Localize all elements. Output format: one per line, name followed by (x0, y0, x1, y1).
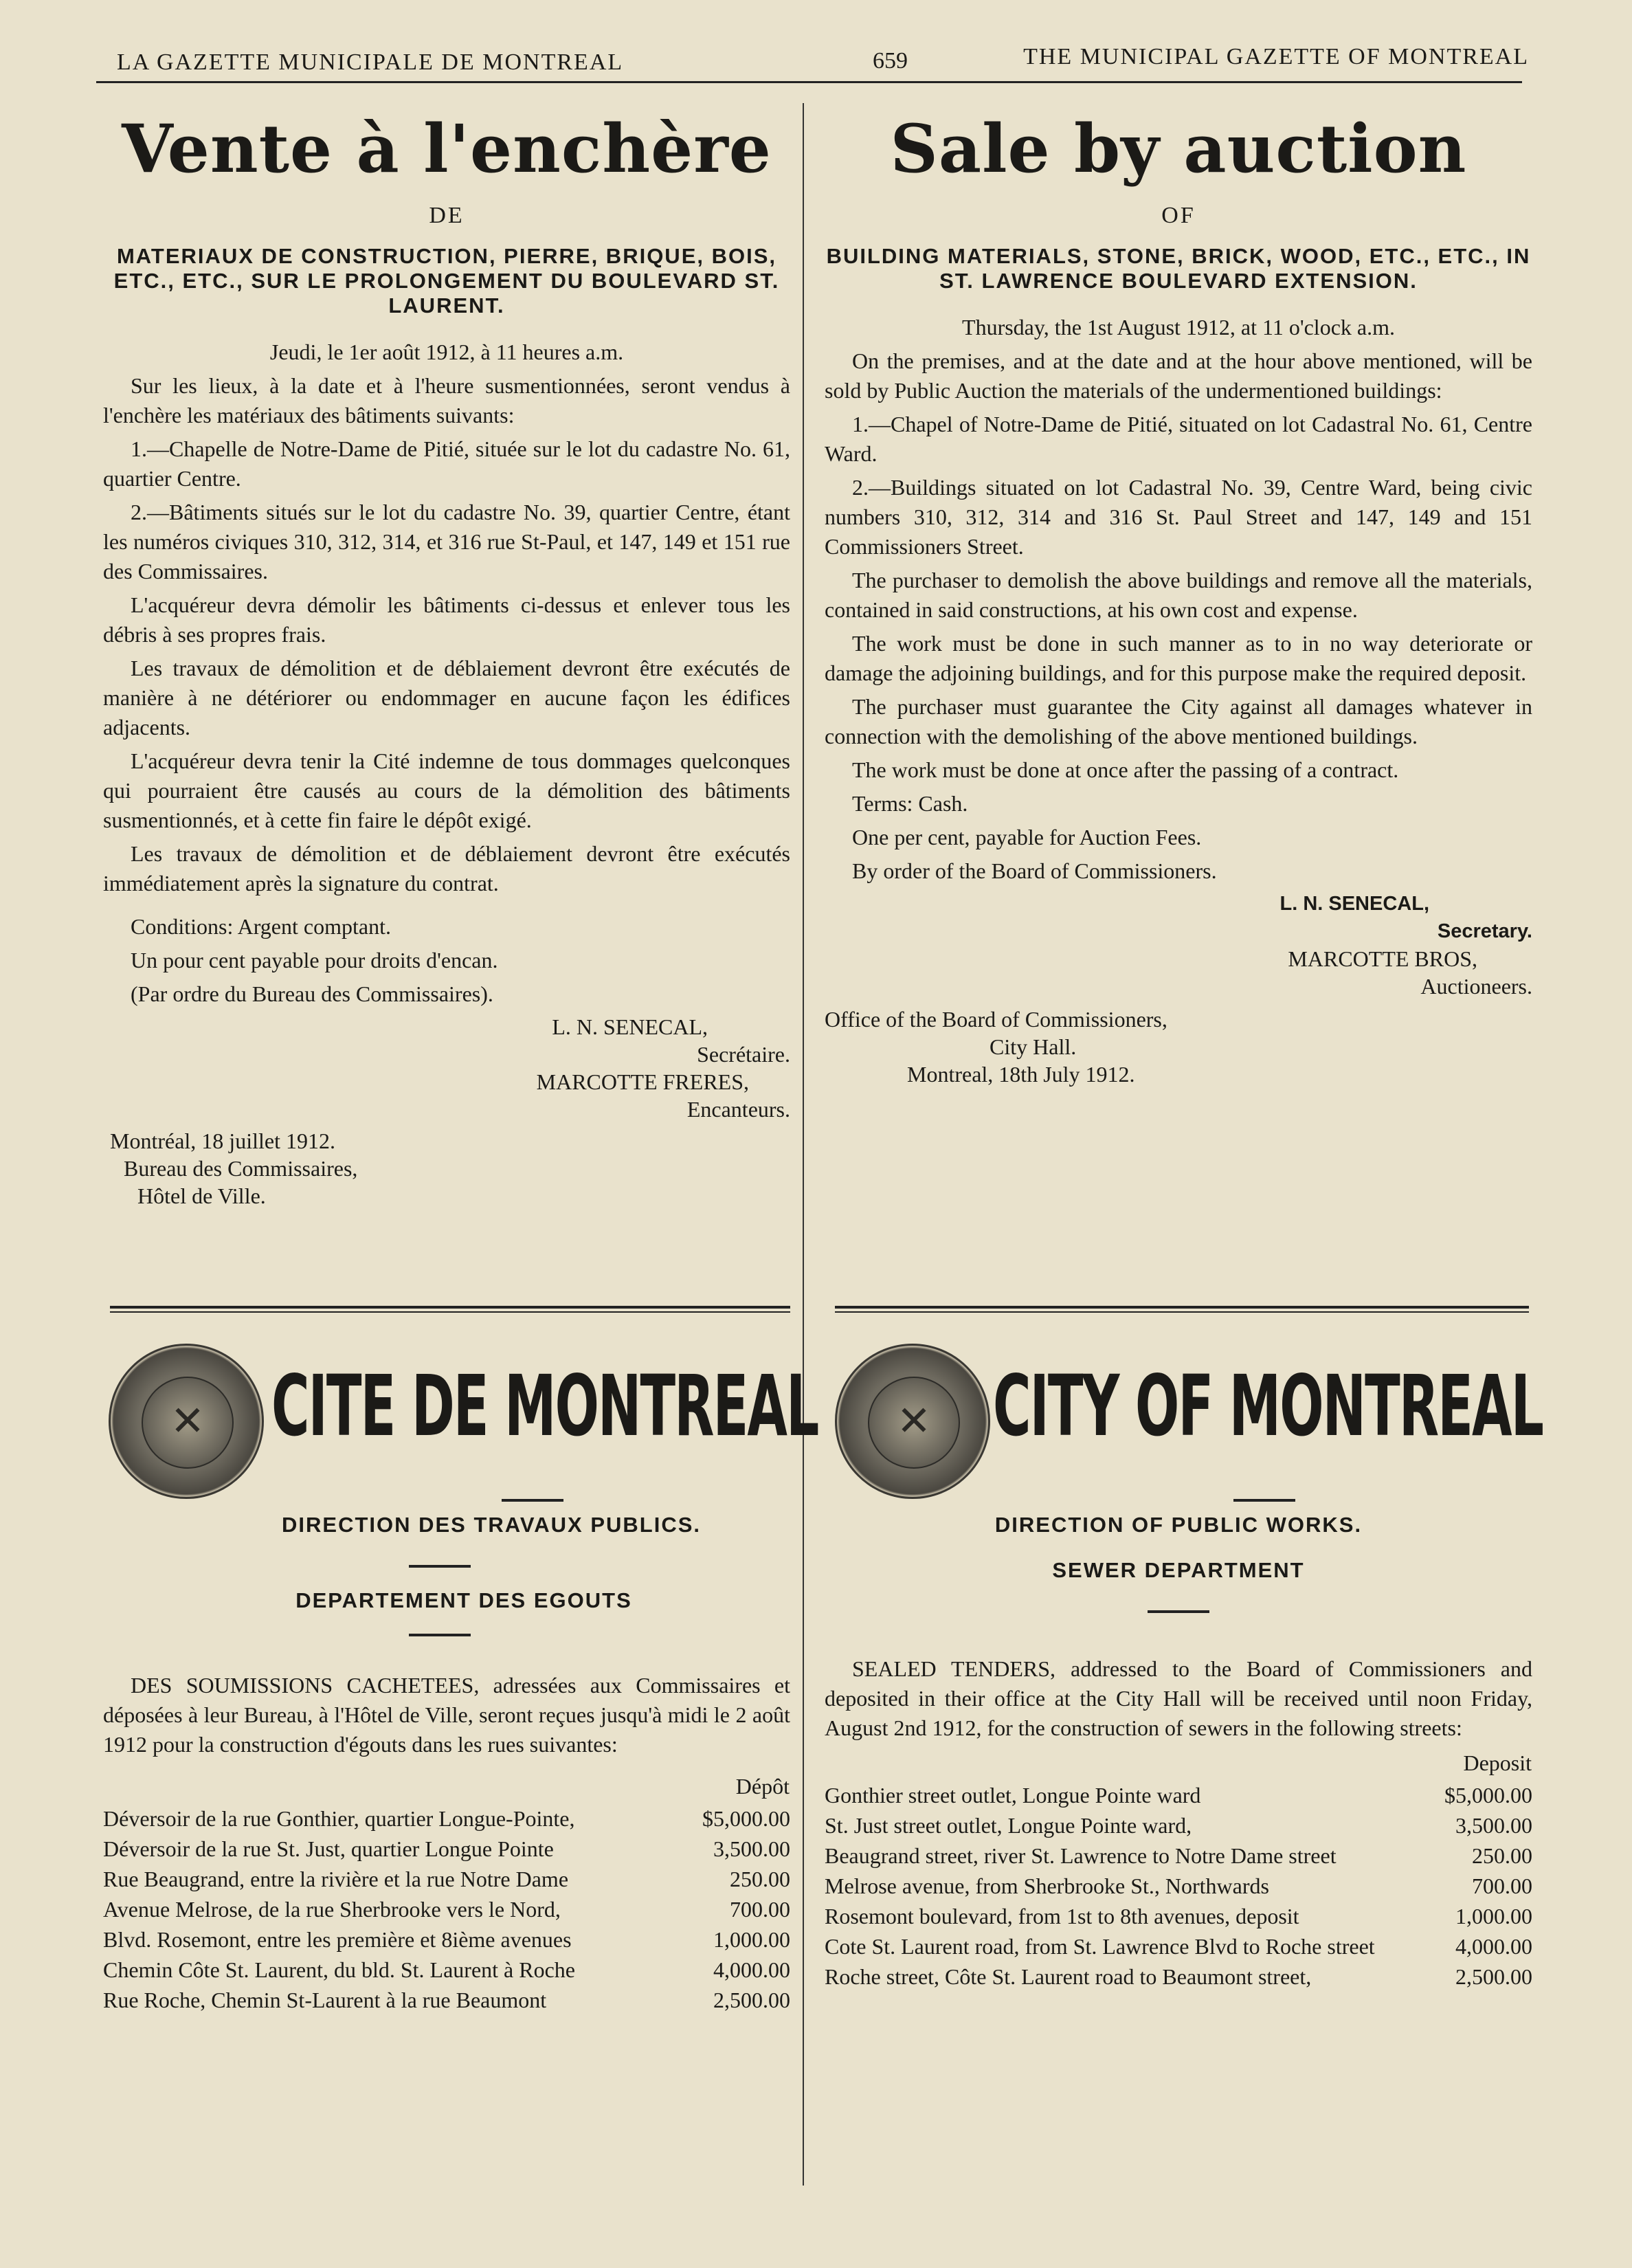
fr-auction-fee: Un pour cent payable pour droits d'encan. (131, 948, 498, 972)
fr-row-desc: Déversoir de la rue St. Just, quartier Longue Pointe (103, 1836, 554, 1861)
fr-row-amount: 2,500.00 (713, 1988, 790, 2012)
en-row-desc: Cote St. Laurent road, from St. Lawrence Blvd to Roche street (825, 1934, 1375, 1959)
fr-city-title: CITE DE MONTREAL (271, 1357, 818, 1455)
en-auction-dateline (825, 1005, 1532, 1088)
en-tender-intro: SEALED TENDERS, addressed to the Board of Commissioners and deposited in their office at the City Hall will be received until noon Friday, August 2nd 1912, for the construction of sewers in the following streets: (825, 1656, 1532, 1740)
en-auction-notice (825, 110, 1532, 1088)
en-section-rule (835, 1306, 1529, 1313)
en-auction-para-3: The purchaser must guarantee the City against all damages whatever in connection with the demolishing of the above mentioned buildings. (825, 694, 1532, 748)
en-auction-item-1: 1.—Chapel of Notre-Dame de Pitié, situated on lot Cadastral No. 61, Centre Ward. (825, 412, 1532, 466)
table-row (825, 1810, 1532, 1841)
fr-auction-para-2: Les travaux de démolition et de déblaiement devront être exécutés de manière à ne détériorer ou endommager en aucune façon les édifices adjacents. (103, 656, 790, 740)
fr-tender-subdept: DEPARTEMENT DES EGOUTS (295, 1588, 632, 1612)
fr-tender-intro: DES SOUMISSIONS CACHETEES, adressées aux Commissaires et déposées à leur Bureau, à l'Hôtel de Ville, seront reçues jusqu'à midi le 2 août 1912 pour la construction d'égouts dans les rues suivantes: (103, 1673, 790, 1757)
fr-auction-de: DE (429, 203, 465, 228)
fr-tender-dept: DIRECTION DES TRAVAUX PUBLICS. (282, 1513, 701, 1537)
fr-auction-auctioneer-title: Encanteurs. (686, 1097, 790, 1122)
fr-auction-place-date: Montréal, 18 juillet 1912. (110, 1129, 335, 1153)
en-auction-para-2: The work must be done in such manner as to in no way deteriorate or damage the adjoining buildings, and for this purpose make the required deposit. (825, 631, 1532, 685)
fr-auction-dateline (110, 1127, 790, 1210)
fr-row-desc: Avenue Melrose, de la rue Sherbrooke vers le Nord, (103, 1897, 561, 1922)
fr-auction-para-3: L'acquéreur devra tenir la Cité indemne de tous dommages quelconques qui pourraient être causés au cours de la démolition des bâtiments susmentionnés, et à cette fin faire le dépôt exigé. (103, 748, 790, 832)
en-auction-title: Sale by auction (890, 110, 1467, 188)
en-auction-order: By order of the Board of Commissioners. (852, 858, 1217, 883)
en-auction-of: OF (1161, 203, 1196, 228)
fr-sewer-table (103, 1773, 790, 2015)
table-row (103, 1894, 790, 1924)
en-auction-subtitle: BUILDING MATERIALS, STONE, BRICK, WOOD, ETC., ETC., IN ST. LAWRENCE BOULEVARD EXTENSION. (826, 244, 1531, 293)
fr-auction-auctioneer: MARCOTTE FRERES, (536, 1069, 749, 1094)
fr-auction-intro: Sur les lieux, à la date et à l'heure susmentionnées, seront vendus à l'enchère les matériaux des bâtiments suivants: (103, 373, 790, 427)
fr-auction-signer: L. N. SENECAL, (552, 1014, 708, 1039)
fr-row-amount: 250.00 (730, 1867, 790, 1891)
en-row-desc: Gonthier street outlet, Longue Pointe ward (825, 1783, 1201, 1808)
header-left-title: LA GAZETTE MUNICIPALE DE MONTREAL (117, 49, 624, 75)
fr-auction-item-1: 1.—Chapelle de Notre-Dame de Pitié, située sur le lot du cadastre No. 61, quartier Centre. (103, 436, 790, 491)
fr-deposit-header: Dépôt (735, 1774, 790, 1799)
table-row (825, 1871, 1532, 1901)
en-auction-para-4: The work must be done at once after the passing of a contract. (852, 757, 1399, 782)
fr-auction-para-1: L'acquéreur devra démolir les bâtiments ci-dessus et enlever tous les débris à ses propres frais. (103, 592, 790, 647)
fr-row-desc: Rue Roche, Chemin St-Laurent à la rue Beaumont (103, 1988, 547, 2012)
fr-title-rule (502, 1499, 563, 1502)
en-row-amount: 2,500.00 (1455, 1964, 1532, 1989)
fr-auction-title: Vente à l'enchère (122, 110, 772, 188)
en-auction-date: Thursday, the 1st August 1912, at 11 o'clock a.m. (962, 315, 1395, 340)
city-seal-icon (109, 1344, 264, 1499)
fr-auction-subtitle: MATERIAUX DE CONSTRUCTION, PIERRE, BRIQUE, BOIS, ETC., ETC., SUR LE PROLONGEMENT DU BOULEVARD ST. LAURENT. (113, 244, 780, 318)
table-row (103, 1864, 790, 1894)
table-row (103, 1955, 790, 1985)
en-title-rule (1233, 1499, 1295, 1502)
fr-dept-rule (409, 1565, 471, 1568)
table-row (103, 1985, 790, 2015)
en-row-desc: Rosemont boulevard, from 1st to 8th avenues, deposit (825, 1904, 1299, 1928)
en-auction-place-date: Montreal, 18th July 1912. (907, 1062, 1135, 1087)
en-auction-office-2: City Hall. (990, 1034, 1077, 1059)
table-row (825, 1931, 1532, 1961)
en-auction-intro: On the premises, and at the date and at the hour above mentioned, will be sold by Public Auction the materials of the undermentioned buildings: (825, 348, 1532, 403)
fr-row-amount: $5,000.00 (702, 1806, 790, 1831)
fr-auction-notice (103, 110, 790, 1210)
fr-auction-order: (Par ordre du Bureau des Commissaires). (131, 981, 493, 1006)
en-sewer-table (825, 1750, 1532, 1992)
table-row (825, 1961, 1532, 1992)
table-row (103, 1834, 790, 1864)
en-row-desc: Roche street, Côte St. Laurent road to Beaumont street, (825, 1964, 1312, 1989)
seal-shield-icon: ✕ (142, 1377, 234, 1469)
fr-row-desc: Déversoir de la rue Gonthier, quartier Longue-Pointe, (103, 1806, 575, 1831)
en-auction-auctioneer: MARCOTTE BROS, (1288, 946, 1477, 971)
header-rule (96, 81, 1522, 83)
fr-auction-para-4: Les travaux de démolition et de déblaiement devront être exécutés immédiatement après la signature du contrat. (103, 841, 790, 896)
en-row-amount: 1,000.00 (1455, 1904, 1532, 1928)
fr-row-amount: 1,000.00 (713, 1927, 790, 1952)
en-row-amount: $5,000.00 (1444, 1783, 1532, 1808)
seal-shield-icon: ✕ (868, 1377, 960, 1469)
en-tender-notice (825, 1344, 1543, 1992)
table-row (825, 1841, 1532, 1871)
en-row-desc: Melrose avenue, from Sherbrooke St., Northwards (825, 1874, 1269, 1898)
en-masthead (825, 1344, 1543, 1488)
en-row-amount: 700.00 (1472, 1874, 1532, 1898)
running-header (96, 43, 1536, 84)
page-number: 659 (873, 48, 908, 74)
en-row-amount: 250.00 (1472, 1843, 1532, 1868)
en-auction-signer-title: Secretary. (1437, 920, 1532, 942)
en-row-desc: Beaugrand street, river St. Lawrence to Notre Dame street (825, 1843, 1337, 1868)
table-row (825, 1780, 1532, 1810)
fr-row-desc: Rue Beaugrand, entre la rivière et la rue Notre Dame (103, 1867, 569, 1891)
en-tender-dept: DIRECTION OF PUBLIC WORKS. (994, 1513, 1363, 1537)
fr-row-amount: 700.00 (730, 1897, 790, 1922)
en-city-title: CITY OF MONTREAL (993, 1357, 1543, 1455)
city-seal-icon (835, 1344, 990, 1499)
fr-row-amount: 3,500.00 (713, 1836, 790, 1861)
table-row (103, 1803, 790, 1834)
en-auction-office-1: Office of the Board of Commissioners, (825, 1007, 1167, 1032)
en-row-amount: 4,000.00 (1455, 1934, 1532, 1959)
en-auction-auctioneer-title: Auctioneers. (1420, 974, 1532, 999)
fr-auction-date: Jeudi, le 1er août 1912, à 11 heures a.m. (269, 340, 624, 364)
table-row (103, 1924, 790, 1955)
fr-auction-office-2: Hôtel de Ville. (137, 1183, 266, 1208)
en-auction-fee: One per cent, payable for Auction Fees. (852, 825, 1202, 849)
fr-auction-office-1: Bureau des Commissaires, (124, 1156, 358, 1181)
en-auction-item-2: 2.—Buildings situated on lot Cadastral No. 39, Centre Ward, being civic numbers 310, 312, 314 and 316 St. Paul Street and 147, 149 and 151 Commissioners Street. (825, 475, 1532, 559)
en-row-amount: 3,500.00 (1455, 1813, 1532, 1838)
fr-auction-item-2: 2.—Bâtiments situés sur le lot du cadastre No. 39, quartier Centre, étant les numéros civiques 310, 312, 314, et 316 rue St-Paul, et 147, 149 et 151 rue des Commissaires. (103, 500, 790, 583)
fr-row-desc: Blvd. Rosemont, entre les première et 8ième avenues (103, 1927, 572, 1952)
en-row-desc: St. Just street outlet, Longue Pointe ward, (825, 1813, 1192, 1838)
column-divider (803, 103, 804, 2186)
fr-section-rule (110, 1306, 790, 1313)
fr-auction-signer-title: Secrétaire. (697, 1042, 790, 1067)
en-auction-para-1: The purchaser to demolish the above buildings and remove all the materials, contained in said constructions, at his own cost and expense. (825, 568, 1532, 622)
en-auction-signer: L. N. SENECAL, (1279, 893, 1429, 915)
fr-row-amount: 4,000.00 (713, 1957, 790, 1982)
en-tender-subdept: SEWER DEPARTMENT (1052, 1558, 1305, 1582)
fr-tender-notice (103, 1344, 818, 2015)
fr-subdept-rule (409, 1634, 471, 1636)
table-row (825, 1901, 1532, 1931)
fr-row-desc: Chemin Côte St. Laurent, du bld. St. Laurent à Roche (103, 1957, 575, 1982)
en-subdept-rule (1148, 1610, 1209, 1613)
fr-auction-conditions: Conditions: Argent comptant. (131, 914, 391, 939)
en-auction-terms: Terms: Cash. (852, 791, 968, 816)
header-right-title: THE MUNICIPAL GAZETTE OF MONTREAL (1023, 44, 1529, 69)
fr-masthead (103, 1344, 818, 1488)
en-deposit-header: Deposit (1463, 1750, 1532, 1775)
